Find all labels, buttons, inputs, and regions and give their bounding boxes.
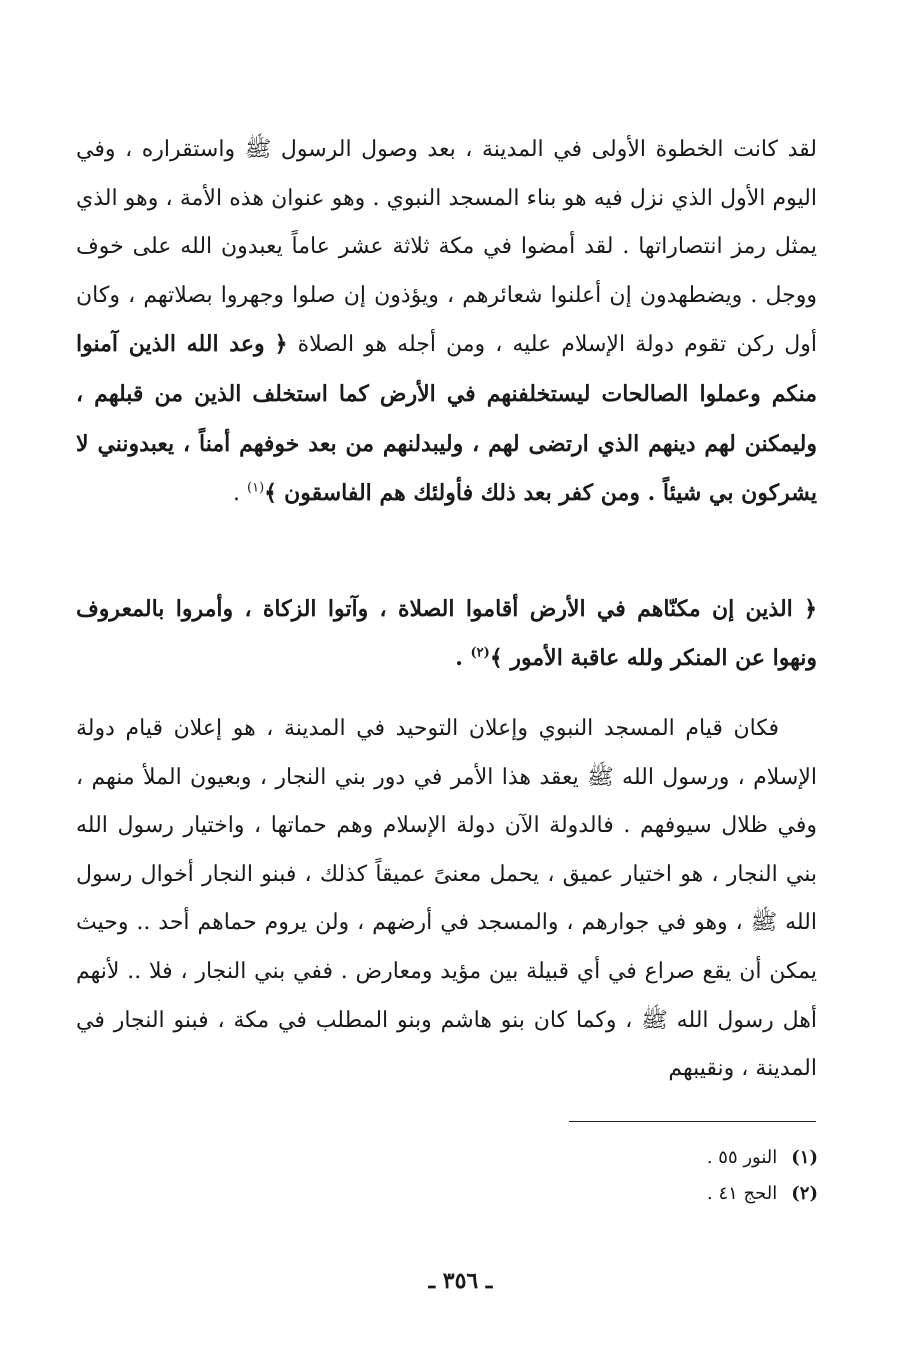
footnote-divider [569, 1121, 816, 1122]
page-number: ـ ٣٥٦ ـ [428, 1268, 493, 1294]
paragraph-2 [76, 585, 817, 682]
verse-close-bracket: ﴾ [264, 480, 278, 507]
sentence-end: . [455, 644, 471, 671]
footnote-number: (١) [791, 1147, 818, 1168]
footnote-ref-2: (٢) [470, 645, 490, 661]
verse-open-bracket: ﴿ [804, 596, 817, 622]
quran-verse-2: الذين إن مكنّاهم في الأرض أقاموا الصلاة ، وآتوا الزكاة ، وأمروا بالمعروف ونهوا عن المنكر ولله عاقبة الأمور [76, 596, 817, 671]
footnote-text: النور ٥٥ . [706, 1147, 778, 1168]
footnote-1 [500, 1140, 818, 1176]
footnote-2 [500, 1176, 818, 1212]
footnote-text: الحج ٤١ . [707, 1183, 778, 1204]
paragraph-1-text: لقد كانت الخطوة الأولى في المدينة ، بعد وصول الرسول ﷺ واستقراره ، وفي اليوم الأول الذي نزل فيه هو بناء المسجد النبوي . وهو عنوان هذه الأمة ، وهو الذي يمثل رمز انتصاراتها . لقد أمضوا في مكة ثلاثة عشر عاماً يعبدون الله على خوف ووجل . ويضطهدون إن أعلنوا شعائرهم ، ويؤذون إن صلوا وجهروا بصلاتهم ، وكان أول ركن تقوم دولة الإسلام عليه ، ومن أجله هو الصلاة [76, 137, 817, 358]
paragraph-1 [76, 126, 817, 519]
paragraph-3-text: فكان قيام المسجد النبوي وإعلان التوحيد في المدينة ، هو إعلان قيام دولة الإسلام ، ورسول الله ﷺ يعقد هذا الأمر في دور بني النجار ، وبعيون الملأ منهم ، وفي ظلال سيوفهم . فالدولة الآن دولة الإسلام وهم حماتها ، واختيار رسول الله بني النجار ، هو اختيار عميق ، يحمل معنىً عميقاً كذلك ، فبنو النجار أخوال رسول الله ﷺ ، وهو في جوارهم ، والمسجد في أرضهم ، ولن يروم حماهم أحد .. وحيث يمكن أن يقع صراع في أي قبيلة بين مؤيد ومعارض . ففي بني النجار ، فلا .. لأنهم أهل رسول الله ﷺ ، وكما كان بنو هاشم وبنو المطلب في مكة ، فبنو النجار في المدينة ، ونقيبهم [76, 716, 817, 1082]
quran-verse-1: وعد الله الذين آمنوا منكم وعملوا الصالحات ليستخلفنهم في الأرض كما استخلف الذين من قبلهم ، وليمكنن لهم دينهم الذي ارتضى لهم ، وليبدلنهم من بعد خوفهم أمناً ، يعبدونني لا يشركون بي شيئاً . ومن كفر بعد ذلك فأولئك هم الفاسقون [76, 331, 817, 507]
verse-open-bracket: ﴿ [274, 331, 288, 358]
footnotes [500, 1140, 818, 1212]
verse-close-bracket: ﴾ [489, 644, 503, 671]
sentence-end: . [233, 481, 248, 507]
footnote-number: (٢) [791, 1183, 818, 1204]
footnote-ref-1: (١) [247, 480, 265, 496]
paragraph-3 [76, 705, 817, 1094]
